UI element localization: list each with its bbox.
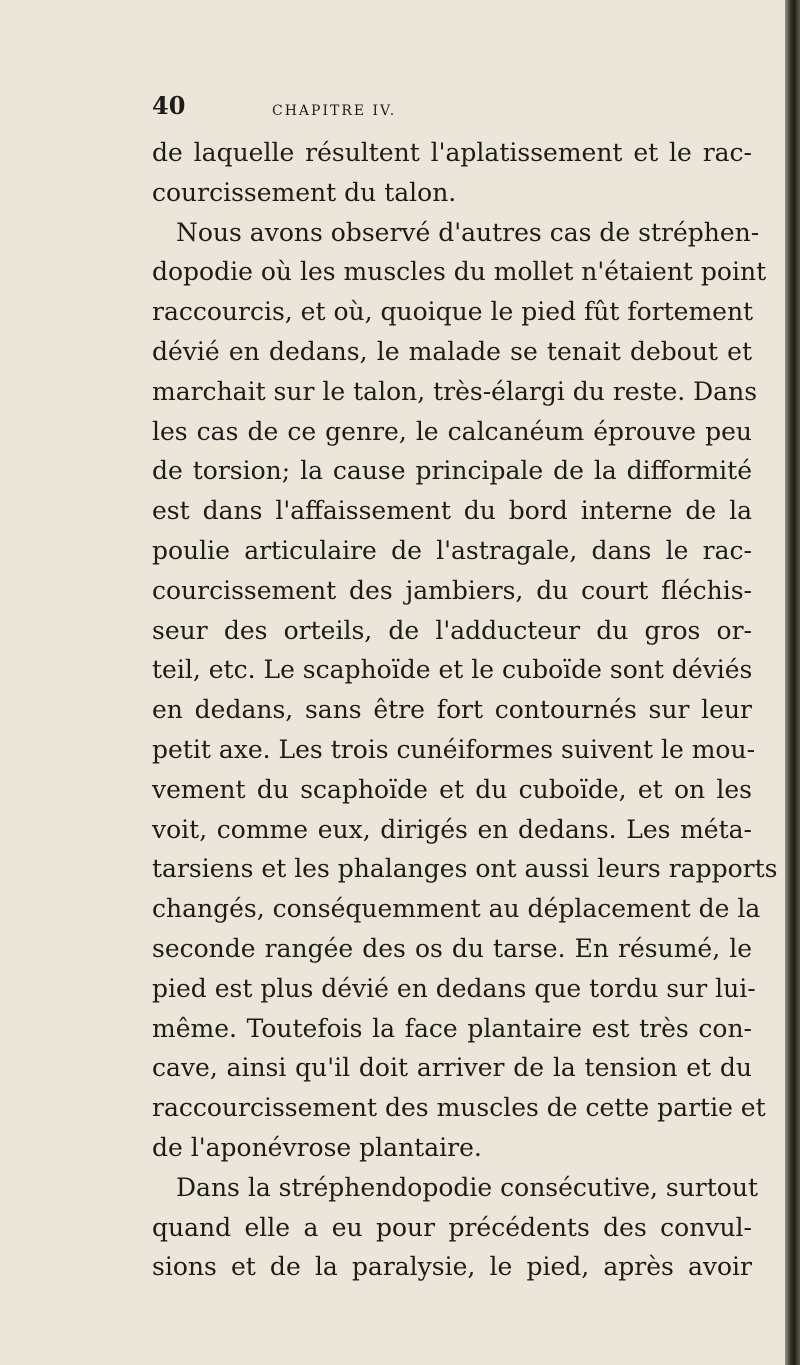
text-line: Dans la stréphendopodie consécutive, surtout [176, 1172, 759, 1202]
text-line: dopodie où les muscles du mollet n'étaient point [152, 257, 767, 287]
text-line: teil, etc. Le scaphoïde et le cuboïde sont déviés [152, 655, 753, 685]
text-line: changés, conséquemment au déplacement de la [152, 894, 761, 924]
text-line: voit, comme eux, dirigés en dedans. Les méta- [152, 814, 752, 844]
text-line: seur des orteils, de l'adducteur du gros or- [152, 615, 752, 645]
text-line: courcissement du talon. [152, 177, 457, 207]
text-line: petit axe. Les trois cunéiformes suivent le mou- [152, 734, 756, 764]
text-line: en dedans, sans être fort contournés sur leur [152, 695, 752, 725]
text-line: seconde rangée des os du tarse. En résumé, le [152, 933, 752, 963]
text-line: marchait sur le talon, très-élargi du reste. Dans [152, 376, 758, 406]
text-line: est dans l'affaissement du bord interne de la [152, 496, 752, 526]
text-line: raccourcissement des muscles de cette partie et [152, 1093, 766, 1123]
text-line: même. Toutefois la face plantaire est très con- [152, 1013, 752, 1043]
text-line: sions et de la paralysie, le pied, après avoir [152, 1252, 752, 1282]
text-line: de l'aponévrose plantaire. [152, 1132, 482, 1162]
text-line: tarsiens et les phalanges ont aussi leurs rapports [152, 854, 778, 884]
text-line: raccourcis, et où, quoique le pied fût fortement [152, 297, 754, 327]
text-line: de laquelle résultent l'aplatissement et le rac- [152, 138, 752, 167]
text-line: cave, ainsi qu'il doit arriver de la tension et du [152, 1053, 752, 1083]
body-text [152, 133, 778, 1287]
page-header [152, 91, 552, 130]
text-line: dévié en dedans, le malade se tenait debout et [152, 336, 752, 366]
page-binding-edge [785, 0, 800, 1365]
text-line: pied est plus dévié en dedans que tordu sur lui- [152, 973, 756, 1003]
running-head: CHAPITRE IV. [272, 103, 397, 119]
text-line: quand elle a eu pour précédents des convul- [152, 1212, 752, 1242]
text-line: courcissement des jambiers, du court fléchis- [152, 575, 752, 605]
text-line: poulie articulaire de l'astragale, dans le rac- [152, 535, 752, 565]
text-line: vement du scaphoïde et du cuboïde, et on les [152, 774, 752, 804]
text-line: les cas de ce genre, le calcanéum éprouve peu [152, 416, 752, 446]
text-line: de torsion; la cause principale de la difformité [152, 456, 752, 486]
page-number: 40 [152, 91, 186, 120]
text-line: Nous avons observé d'autres cas de stréphen- [176, 217, 760, 247]
